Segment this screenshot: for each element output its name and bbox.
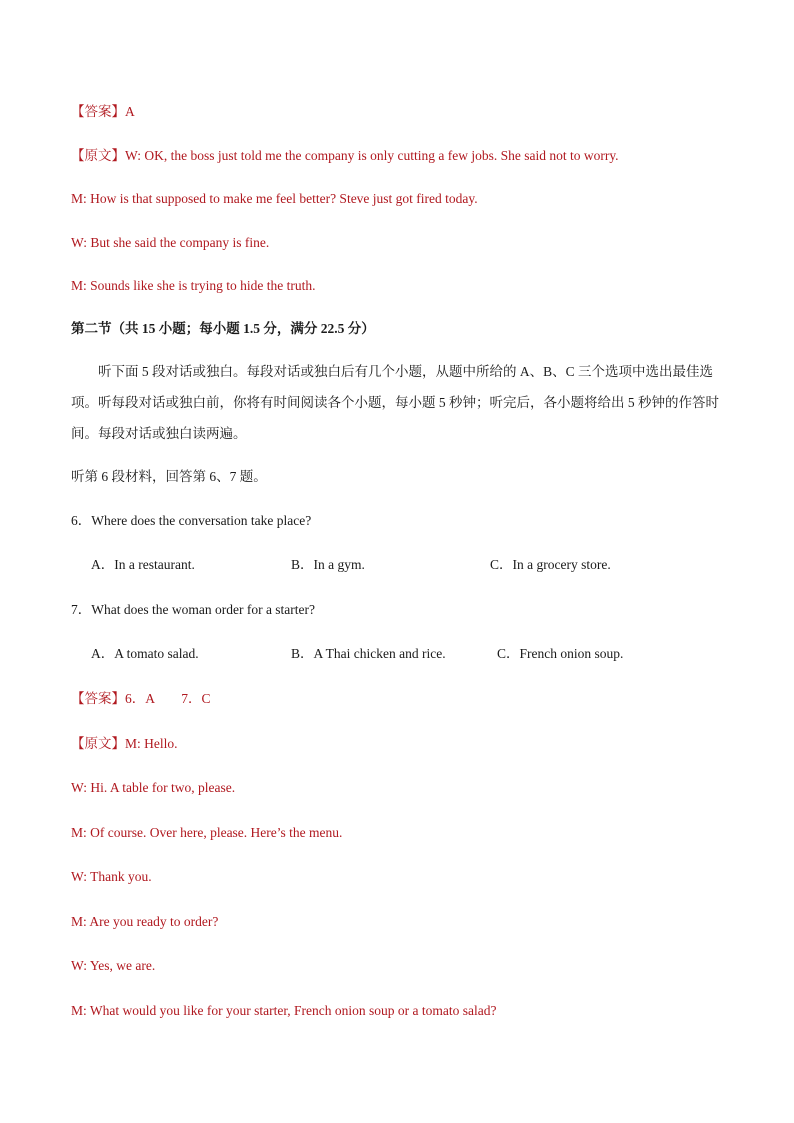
section-instructions: 听下面 5 段对话或独白。每段对话或独白后有几个小题，从题中所给的 A、B、C 三个选项中选出最佳选项。听每段对话或独白前，你将有时间阅读各个小题，每小题 5 秒钟；听完后，各小题将给出 5 秒钟的作答时间。每段对话或独白读两遍。 bbox=[71, 364, 719, 441]
transcript-line: W: But she said the company is fine. bbox=[71, 235, 270, 250]
transcript-line: M: Of course. Over here, please. Here’s the menu. bbox=[71, 825, 343, 840]
option-a: A．In a restaurant. bbox=[91, 557, 195, 572]
option-b: B．A Thai chicken and rice. bbox=[291, 646, 446, 661]
question-stem: 7．What does the woman order for a starter? bbox=[71, 602, 316, 617]
transcript-line: W: Thank you. bbox=[71, 869, 152, 884]
transcript-line: M: What would you like for your starter, French onion soup or a tomato salad? bbox=[71, 1003, 497, 1018]
transcript-line: M: How is that supposed to make me feel better? Steve just got fired today. bbox=[71, 191, 478, 206]
answer-tag: 【答案】 bbox=[71, 691, 125, 706]
transcript-line: W: Hi. A table for two, please. bbox=[71, 780, 236, 795]
option-b: B．In a gym. bbox=[291, 557, 365, 572]
question-stem: 6．Where does the conversation take place? bbox=[71, 513, 312, 528]
transcript-line: 【原文】W: OK, the boss just told me the company is only cutting a few jobs. She said not to worry. bbox=[71, 148, 619, 163]
transcript-line: M: Sounds like she is trying to hide the truth. bbox=[71, 278, 316, 293]
material-instruction: 听第 6 段材料，回答第 6、7 题。 bbox=[71, 469, 267, 484]
answer-line-1 bbox=[71, 103, 135, 121]
answer-tag: 【答案】 bbox=[71, 104, 125, 119]
answer-line-2 bbox=[71, 690, 211, 708]
transcript-line: M: Are you ready to order? bbox=[71, 914, 219, 929]
option-c: C．French onion soup. bbox=[497, 646, 624, 661]
transcript-line: 【原文】M: Hello. bbox=[71, 736, 178, 751]
transcript-line: W: Yes, we are. bbox=[71, 958, 156, 973]
option-a: A．A tomato salad. bbox=[91, 646, 199, 661]
transcript-tag: 【原文】 bbox=[71, 736, 125, 751]
answer-value: A bbox=[125, 104, 135, 119]
section-heading: 第二节（共 15 小题；每小题 1.5 分，满分 22.5 分） bbox=[71, 321, 375, 336]
transcript-tag: 【原文】 bbox=[71, 148, 125, 163]
option-c: C．In a grocery store. bbox=[490, 557, 611, 572]
answer-value: 6．A 7．C bbox=[125, 691, 211, 706]
